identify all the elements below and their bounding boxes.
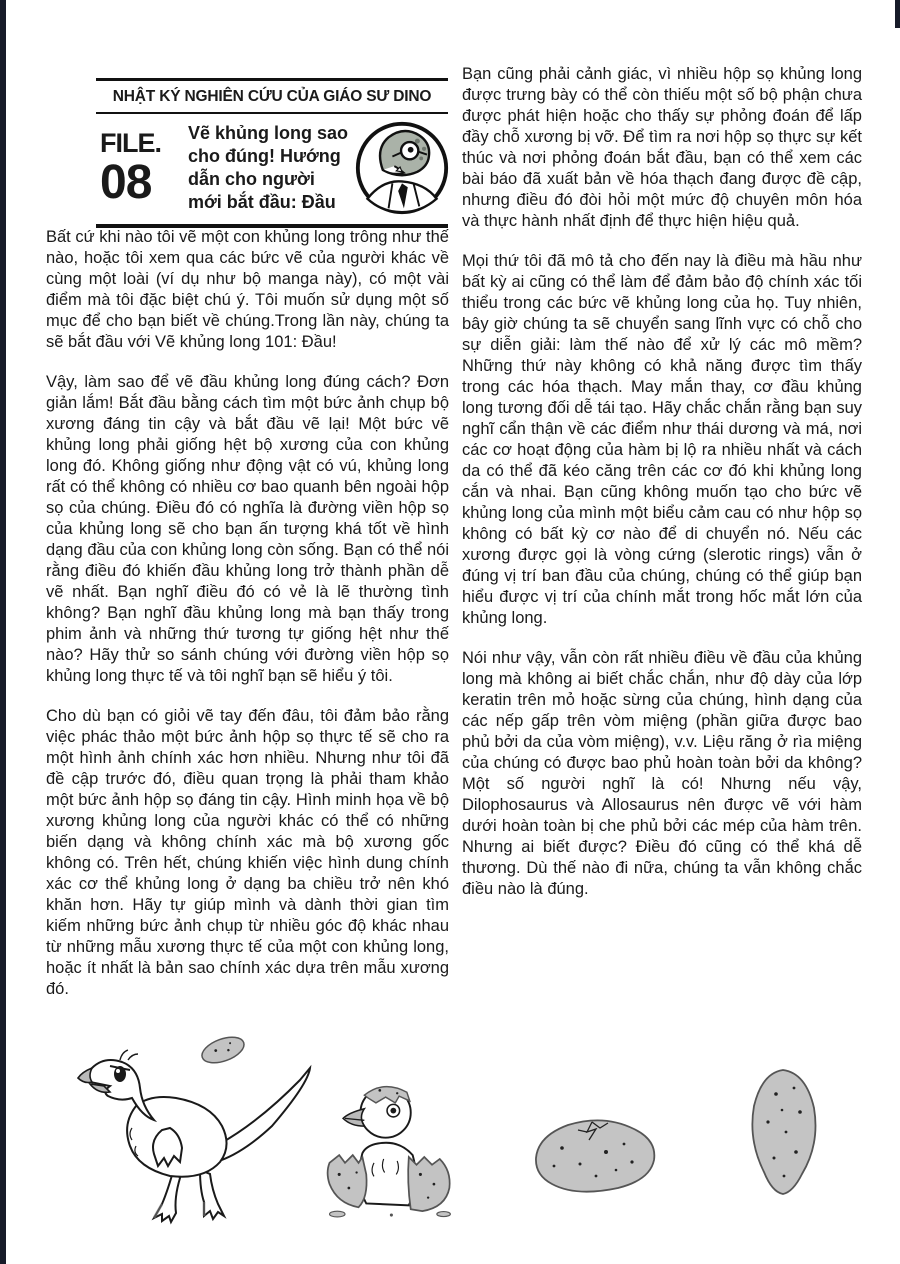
series-title: NHẬT KÝ NGHIÊN CỨU CỦA GIÁO SƯ DINO	[112, 88, 432, 105]
scan-edge-left	[0, 0, 6, 1264]
file-block	[98, 127, 186, 209]
paragraph: Vậy, làm sao để vẽ đầu khủng long đúng cách? Đơn giản lắm! Bắt đầu bằng cách tìm một bức ảnh chụp bộ xương đáng tin cậy và bắt đầu vẽ lại! Một bức vẽ khủng long phải giống hệt bộ xương của con khủng long đó. Không giống như động vật có vú, khủng long rất có thể không có nhiều cơ bao quanh bên ngoài hộp sọ của chúng. Điều đó có nghĩa là đường viền hộp sọ của khủng long sẽ cho bạn ấn tượng khá tốt về hình dạng đầu của con khủng long còn sống. Bạn có thể nói rằng điều đó khiến đầu khủng long trở thành phần dễ vẽ nhất. Bạn nghĩ điều đó có vẻ là lẽ thường tình không? Bạn nghĩ đầu khủng long mà bạn thấy trong phim ảnh và những thứ tương tự giống hệt như thế nào? Hãy thử so sánh chúng với đường viền hộp sọ khủng long thực tế và tôi nghĩ bạn sẽ hiểu ý tôi.	[46, 373, 449, 685]
cracked-egg-illustration	[528, 1108, 663, 1203]
scan-edge-top-right	[895, 0, 900, 28]
upright-egg-illustration	[738, 1066, 828, 1211]
episode-title: Vẽ khủng long sao cho đúng! Hướng dẫn cho người mới bắt đầu: Đầu	[188, 123, 349, 212]
header-box	[96, 78, 448, 228]
paragraph: Mọi thứ tôi đã mô tả cho đến nay là điều mà hầu như bất kỳ ai cũng có thể làm để đảm bảo độ chính xác tối thiểu trong các bức vẽ khủng long của họ. Tuy nhiên, bây giờ chúng ta sẽ chuyển sang lĩnh vực có chỗ cho sự diễn giải: làm thế nào để xử lý các mô mềm? Những thứ này không có khả năng được tìm thấy trong các hóa thạch. May mắn thay, cơ đầu khủng long tương đối dễ tái tạo. Hãy chắc chắn rằng bạn suy nghĩ cẩn thận về các điểm như thái dương và má, nơi các cơ hoạt động của hàm bị lộ ra nhiều nhất và cách da có thể đã kéo căng trên các cơ đó khi khủng long cắn và nhai. Bạn cũng không muốn tạo cho bức vẽ khủng long của mình một biểu cảm cau có như hộp sọ không có bất kỳ cơ nào để di chuyển nó. Nếu các xương được gọi là vòng cứng (slerotic rings) vẫn ở đúng vị trí ban đầu của chúng, chúng có thể giúp bạn hiểu được vị trí của chính mắt trong hốc mắt lớn của khủng long.	[462, 252, 862, 627]
paragraph: Nói như vậy, vẫn còn rất nhiều điều về đầu của khủng long mà không ai biết chắc chắn, như độ dày của lớp keratin trên mỏ hoặc sừng của chúng, hình dạng của các nếp gấp trên vòm miệng (phần giữa được bao phủ bởi da của vòm miệng), v.v. Liệu răng ở rìa miệng của chúng có được bao phủ hoàn toàn bởi da không? Một số người nghĩ là có! Nhưng nếu vậy, Dilophosaurus và Allosaurus nên được vẽ với hàm dưới hoàn toàn bị che phủ bởi các mép của hàm trên. Nhưng ai biết được? Điều đó cũng có thể khá dễ thương. Dù thế nào đi nữa, chúng ta vẫn không chắc điều nào là đúng.	[462, 649, 862, 898]
paragraph: Cho dù bạn có giỏi vẽ tay đến đâu, tôi đảm bảo rằng việc phác thảo một bức ảnh hộp sọ thực tế sẽ cho ra một hình ảnh chính xác hơn nhiều. Nhưng như tôi đã đề cập trước đó, điều quan trọng là phải tham khảo một bức ảnh hộp sọ đáng tin cậy. Hình minh họa về bộ xương khủng long của người khác có thể có những biến dạng và không chính xác mà bộ xương gốc không có. Trên hết, chúng khiến việc hình dung chính xác cơ thể khủng long ở dạng ba chiều trở nên khó khăn hơn. Hãy tự giúp mình và dành thời gian tìm kiếm những bức ảnh chụp từ nhiều góc độ khác nhau từ những mẫu xương thực tế của một con khủng long, hoặc ít nhất là bản sao chính xác dựa trên mẫu xương đó.	[46, 707, 449, 998]
baby-dinosaur-illustration	[58, 1028, 328, 1233]
file-number: 08	[100, 155, 152, 209]
header-row	[96, 114, 448, 224]
hatchling-in-eggshell-illustration	[316, 1066, 461, 1226]
file-label: FILE.	[100, 127, 161, 158]
left-text-column	[46, 227, 449, 1019]
paragraph: Bất cứ khi nào tôi vẽ một con khủng long trông như thế nào, hoặc tôi xem qua các bức vẽ của người khác về cùng một loài (ví dụ như bộ manga này), có một vài điểm mà tôi đặc biệt chú ý. Tôi muốn sử dụng một số mục để cho bạn biết về chúng.Trong lần này, chúng ta sẽ bắt đầu với Vẽ khủng long 101: Đầu!	[46, 228, 449, 351]
professor-dino-mascot-icon	[354, 120, 450, 216]
paragraph: Bạn cũng phải cảnh giác, vì nhiều hộp sọ khủng long được trưng bày có thể còn thiếu một số bộ phận chưa được phát hiện hoặc cho thấy sự phỏng đoán để lấp đầy chỗ xương bị vỡ. Để tìm ra nơi hộp sọ thực sự kết thúc và nơi phỏng đoán bắt đầu, bạn có thể xem các bài báo đã xuất bản về hóa thạch đang được đề cập, nhưng điều đó đòi hỏi một mức độ chuyên môn hóa và thực hành nhất định để thực hiện hiệu quả.	[462, 65, 862, 230]
right-text-column	[462, 64, 862, 919]
